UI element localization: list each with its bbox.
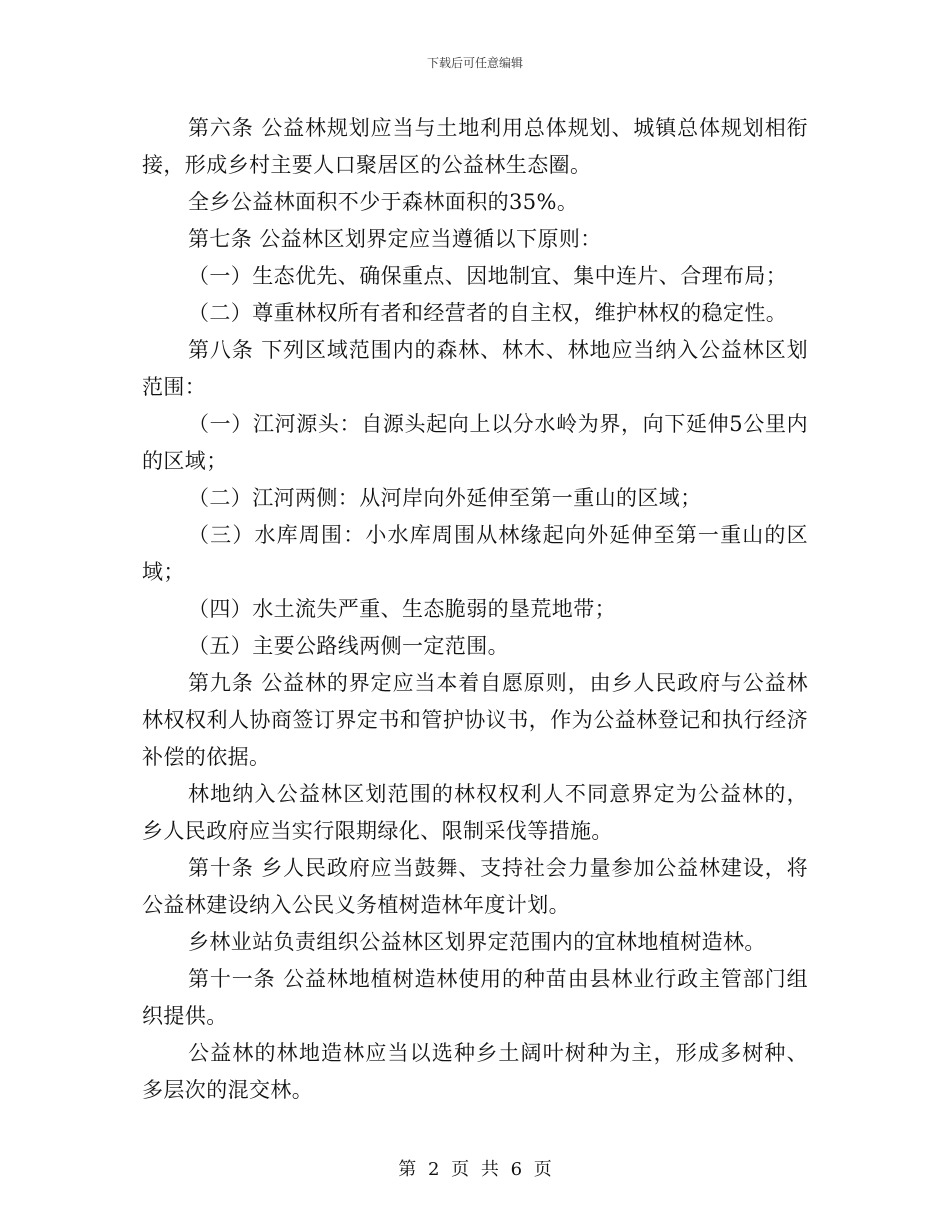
paragraph-article-8: 第八条 下列区域范围内的森林、林木、林地应当纳入公益林区划范围： [142,338,808,399]
paragraph-principle-2: （二）尊重林权所有者和经营者的自主权，维护林权的稳定性。 [188,301,788,325]
paragraph-area-3: （三）水库周围：小水库周围从林缘起向外延伸至第一重山的区域； [142,523,808,584]
paragraph-area-5: （五）主要公路线两侧一定范围。 [188,634,509,658]
paragraph-article-9-supplement: 林地纳入公益林区划范围的林权权利人不同意界定为公益林的，乡人民政府应当实行限期绿化、限制采伐等措施。 [142,782,808,843]
paragraph-area-1: （一）江河源头：自源头起向上以分水岭为界，向下延伸5公里内的区域； [142,412,808,473]
paragraph-forest-area: 全乡公益林面积不少于森林面积的35%。 [188,190,579,214]
paragraph-principle-1: （一）生态优先、确保重点、因地制宜、集中连片、合理布局； [188,264,788,288]
page-number-footer: 第 2 页 共 6 页 [398,1159,552,1180]
page-header-note: 下载后可任意编辑 [426,56,523,70]
paragraph-article-11-supplement: 公益林的林地造林应当以选种乡土阔叶树种为主，形成多树种、多层次的混交林。 [142,1041,808,1102]
paragraph-area-4: （四）水土流失严重、生态脆弱的垦荒地带； [188,597,616,621]
paragraph-article-10: 第十条 乡人民政府应当鼓舞、支持社会力量参加公益林建设，将公益林建设纳入公民义务植树造林年度计划。 [142,856,808,917]
document-body [142,110,808,1109]
paragraph-article-9: 第九条 公益林的界定应当本着自愿原则，由乡人民政府与公益林林权权利人协商签订界定书和管护协议书，作为公益林登记和执行经济补偿的依据。 [142,671,808,769]
paragraph-article-11: 第十一条 公益林地植树造林使用的种苗由县林业行政主管部门组织提供。 [142,967,808,1028]
paragraph-area-2: （二）江河两侧：从河岸向外延伸至第一重山的区域； [188,486,702,510]
paragraph-article-7: 第七条 公益林区划界定应当遵循以下原则： [188,227,602,251]
paragraph-article-10-supplement: 乡林业站负责组织公益林区划界定范围内的宜林地植树造林。 [188,930,766,954]
paragraph-article-6: 第六条 公益林规划应当与土地利用总体规划、城镇总体规划相衔接，形成乡村主要人口聚居区的公益林生态圈。 [142,116,808,177]
